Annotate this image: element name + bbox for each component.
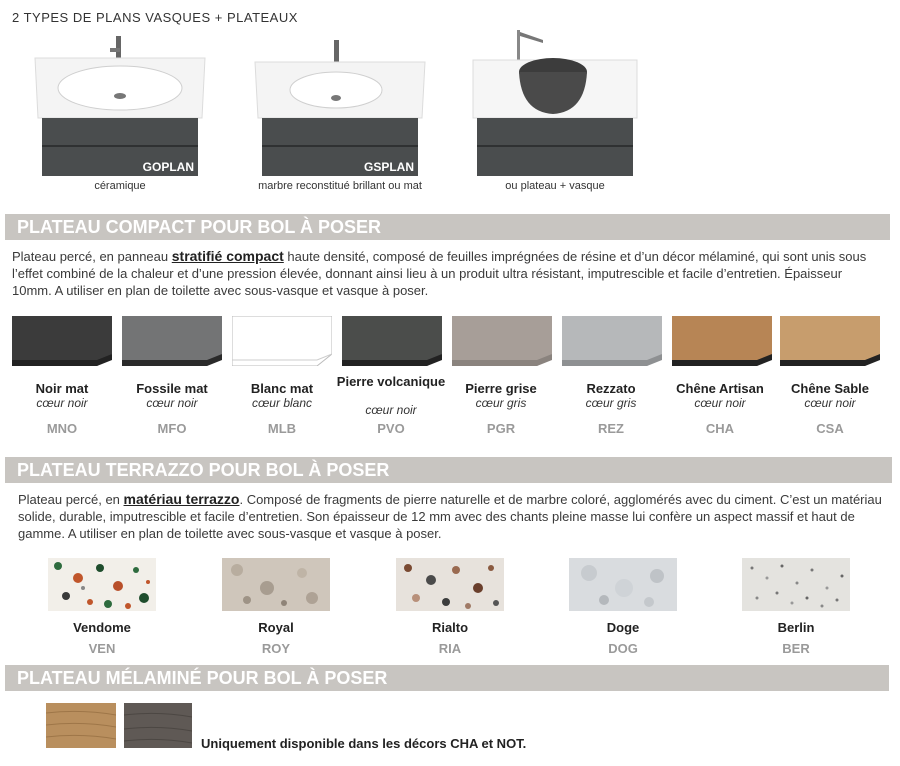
swatch-core: cœur gris xyxy=(475,396,527,410)
product-gsplan xyxy=(250,30,430,200)
product-caption: céramique xyxy=(94,180,146,192)
swatch-code: BER xyxy=(782,641,810,656)
swatch-name: Chêne Artisan xyxy=(676,381,764,396)
swatch-name: Rialto xyxy=(431,620,469,635)
swatch-vendome xyxy=(48,558,156,611)
swatch-code: PGR xyxy=(486,421,516,436)
swatch-chene-sable xyxy=(780,316,880,366)
page-title: 2 TYPES DE PLANS VASQUES + PLATEAUX xyxy=(12,10,298,25)
swatch-melamine-not xyxy=(124,703,192,748)
swatch-code: MNO xyxy=(46,421,78,436)
swatch-code: PVO xyxy=(377,421,405,436)
swatch-core: cœur noir xyxy=(36,396,88,410)
swatch-blanc-mat xyxy=(232,316,332,366)
ceramic-basin-icon xyxy=(30,30,210,120)
swatch-rialto xyxy=(396,558,504,611)
product-label: GOPLAN xyxy=(142,160,194,174)
bowl-basin-icon xyxy=(465,30,645,120)
swatch-pierre-volcanique xyxy=(342,316,442,366)
swatch-name: Noir mat xyxy=(35,381,89,396)
product-goplan xyxy=(30,30,210,200)
cabinet xyxy=(42,118,198,176)
swatch-name: Vendome xyxy=(73,620,131,635)
swatch-code: DOG xyxy=(608,641,638,656)
swatch-chene-artisan xyxy=(672,316,772,366)
swatch-name: Doge xyxy=(606,620,640,635)
swatch-core: cœur noir xyxy=(365,403,417,417)
swatch-fossile-mat xyxy=(122,316,222,366)
product-caption: marbre reconstitué brillant ou mat xyxy=(258,180,422,192)
swatch-royal xyxy=(222,558,330,611)
swatch-noir-mat xyxy=(12,316,112,366)
swatch-name: Berlin xyxy=(777,620,815,635)
swatch-core: cœur noir xyxy=(804,396,856,410)
swatch-core: cœur blanc xyxy=(251,396,313,410)
swatch-name: Blanc mat xyxy=(250,381,314,396)
swatch-code: REZ xyxy=(598,421,624,436)
swatch-code: CHA xyxy=(705,421,735,436)
swatch-melamine-chene xyxy=(46,703,116,748)
compact-description: Plateau percé, en panneau stratifié compact haute densité, composé de feuilles imprégnées de résine et d’un décor mélaminé, qui sont unis sous l’effet combiné de la chaleur et d’une pression élevée, donnant ainsi lieu à un produit ultra résistant, imputrescible et facile d’entretien. Épaisseur 10mm. A utiliser en plan de toilette avec sous-vasque et vasque à poser. xyxy=(12,248,867,298)
swatch-name: Pierre volcanique xyxy=(336,374,446,389)
product-label: GSPLAN xyxy=(363,160,414,174)
melamine-note: Uniquement disponible dans les décors CHA et NOT. xyxy=(201,736,527,751)
swatch-name: Royal xyxy=(258,620,294,635)
product-caption: ou plateau + vasque xyxy=(505,180,605,192)
swatch-name: Fossile mat xyxy=(136,381,208,396)
cabinet xyxy=(477,118,633,176)
swatch-rezzato xyxy=(562,316,662,366)
swatch-core: cœur noir xyxy=(146,396,198,410)
swatch-code: RIA xyxy=(438,641,462,656)
terrazzo-description: Plateau percé, en matériau terrazzo. Composé de fragments de pierre naturelle et de marbre coloré, agglomérés avec du ciment. C’est un matériau solide, durable, imputrescible et facile d’entretien. Son épaisseur de 12 mm avec des chants pleine masse lui confère un aspect massif et haut de gamme. A utiliser en plan de toilette avec sous-vasque et vasque à poser. xyxy=(18,491,882,541)
swatch-name: Chêne Sable xyxy=(790,381,870,396)
product-plateau-vasque xyxy=(465,30,645,200)
section-compact-title: PLATEAU COMPACT POUR BOL À POSER xyxy=(5,214,890,240)
swatch-code: MFO xyxy=(157,421,187,436)
section-melamine-title: PLATEAU MÉLAMINÉ POUR BOL À POSER xyxy=(5,665,889,691)
swatch-pierre-grise xyxy=(452,316,552,366)
swatch-doge xyxy=(569,558,677,611)
section-terrazzo-title: PLATEAU TERRAZZO POUR BOL À POSER xyxy=(5,457,892,483)
swatch-code: VEN xyxy=(88,641,116,656)
swatch-name: Pierre grise xyxy=(465,381,537,396)
marble-basin-icon xyxy=(250,30,430,120)
cabinet xyxy=(262,118,418,176)
swatch-code: CSA xyxy=(816,421,844,436)
swatch-code: ROY xyxy=(261,641,291,656)
swatch-core: cœur noir xyxy=(694,396,746,410)
swatch-code: MLB xyxy=(267,421,297,436)
swatch-name: Rezzato xyxy=(586,381,636,396)
swatch-berlin xyxy=(742,558,850,611)
swatch-core: cœur gris xyxy=(585,396,637,410)
